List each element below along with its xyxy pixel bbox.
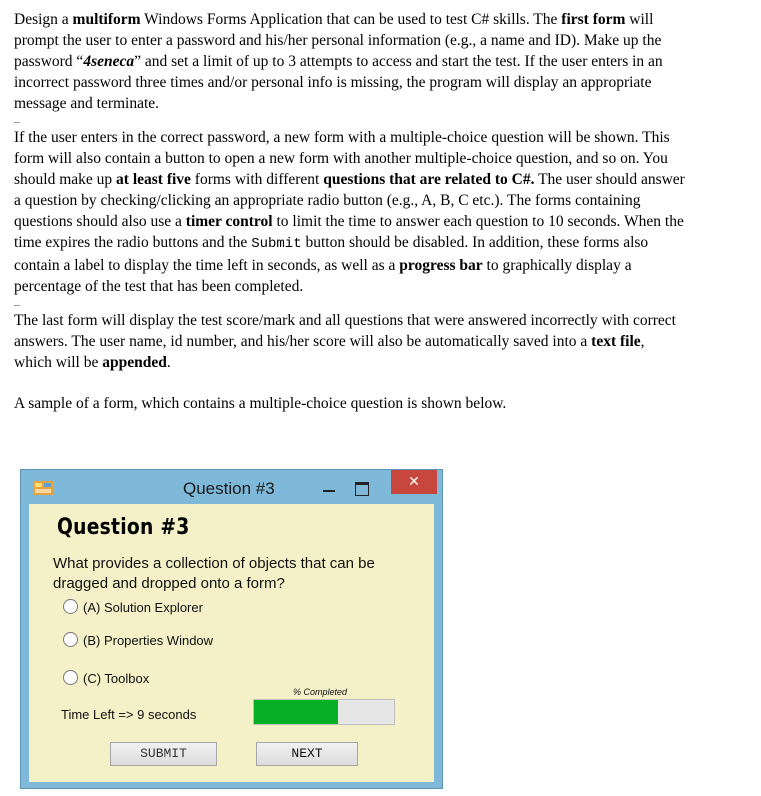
option-b-radio[interactable] <box>63 632 213 648</box>
radio-circle-icon[interactable] <box>63 632 78 647</box>
p1-password: 4seneca <box>83 53 135 70</box>
paragraph-mark <box>14 305 20 306</box>
option-c-label: (C) Toolbox <box>83 671 150 686</box>
next-button[interactable]: NEXT <box>256 742 358 766</box>
close-icon: ✕ <box>408 474 420 490</box>
progress-fill <box>254 700 338 724</box>
window-titlebar[interactable] <box>21 470 442 504</box>
progress-bar <box>253 699 395 725</box>
p3-bold-text-file: text file <box>591 333 641 350</box>
paragraph-2 <box>14 127 686 297</box>
option-a-label: (A) Solution Explorer <box>83 600 203 615</box>
p1-bold-multiform: multiform <box>72 11 141 28</box>
p2-text-c: forms with different <box>190 171 324 188</box>
p2-text-a: If the user enters in the correct password, a new form with a multiple-choice question will be shown. This form will also contain a button to open a new form with another multiple-choice question, and so on. You should make up <box>14 129 670 188</box>
p2-text-e: to limit the time to answer each question to 10 seconds. When the time expires the radio buttons and the <box>14 213 684 251</box>
p3-bold-appended: appended <box>102 354 167 371</box>
p2-bold-progress-bar: progress bar <box>399 257 483 274</box>
paragraph-mark <box>14 122 20 123</box>
form-client-area <box>29 504 434 782</box>
p1-text-a: Design a <box>14 11 73 28</box>
p2-bold-related: questions that are related to C#. <box>323 171 535 188</box>
paragraph-4: A sample of a form, which contains a multiple-choice question is shown below. <box>14 395 507 412</box>
progress-label: % Completed <box>293 687 348 697</box>
p2-bold-timer: timer control <box>185 213 273 230</box>
maximize-button[interactable] <box>351 480 373 498</box>
time-left-label: Time Left => 9 seconds <box>61 707 197 722</box>
p1-text-d: will prompt the user to enter a password and his/her personal information (e.g., a name and ID). Make up the password “ <box>14 11 662 70</box>
option-b-label: (B) Properties Window <box>83 633 214 648</box>
p1-text-c: Windows Forms Application that can be used to test C# skills. The <box>140 11 562 28</box>
minimize-button[interactable] <box>318 480 340 498</box>
p1-bold-first-form: first form <box>561 11 626 28</box>
radio-circle-icon[interactable] <box>63 599 78 614</box>
option-a-radio[interactable] <box>63 599 203 615</box>
sample-question-window <box>20 469 443 789</box>
p1-text-e: ” and set a limit of up to 3 attempts to access and start the test. If the user enters in an incorrect password three times and/or personal info is missing, the program will display an appropriate message and terminate. <box>14 53 663 112</box>
radio-circle-icon[interactable] <box>63 670 78 685</box>
p3-text-a: The last form will display the test score/mark and all questions that were answered incorrectly with correct answers. The user name, id number, and his/her score will also be automatically saved into a <box>14 312 676 350</box>
question-heading: Question #3 <box>57 515 190 540</box>
p2-text-d: The user should answer a question by checking/clicking an appropriate radio button (e.g., A, B, C etc.). The forms containing questions should also use a <box>14 171 685 230</box>
window-title: Question #3 <box>183 479 275 498</box>
paragraph-3 <box>14 310 686 373</box>
paragraph-1 <box>14 9 686 114</box>
p2-code-submit: Submit <box>251 236 302 252</box>
assignment-text <box>14 9 686 414</box>
p2-text-f: button should be disabled. In addition, these forms also contain a label to display the time left in seconds, as well as a <box>14 234 649 274</box>
submit-button[interactable]: SUBMIT <box>110 742 217 766</box>
p2-bold-at-least-five: at least five <box>116 171 191 188</box>
option-c-radio[interactable] <box>63 670 149 686</box>
question-text: What provides a collection of objects that can be dragged and dropped onto a form? <box>53 555 375 592</box>
app-icon <box>33 481 53 495</box>
p2-text-g: to graphically display a percentage of the test that has been completed. <box>14 257 632 295</box>
p3-text-d: . <box>166 354 171 371</box>
close-button[interactable] <box>391 470 437 494</box>
p3-text-c: , which will be <box>14 333 645 371</box>
